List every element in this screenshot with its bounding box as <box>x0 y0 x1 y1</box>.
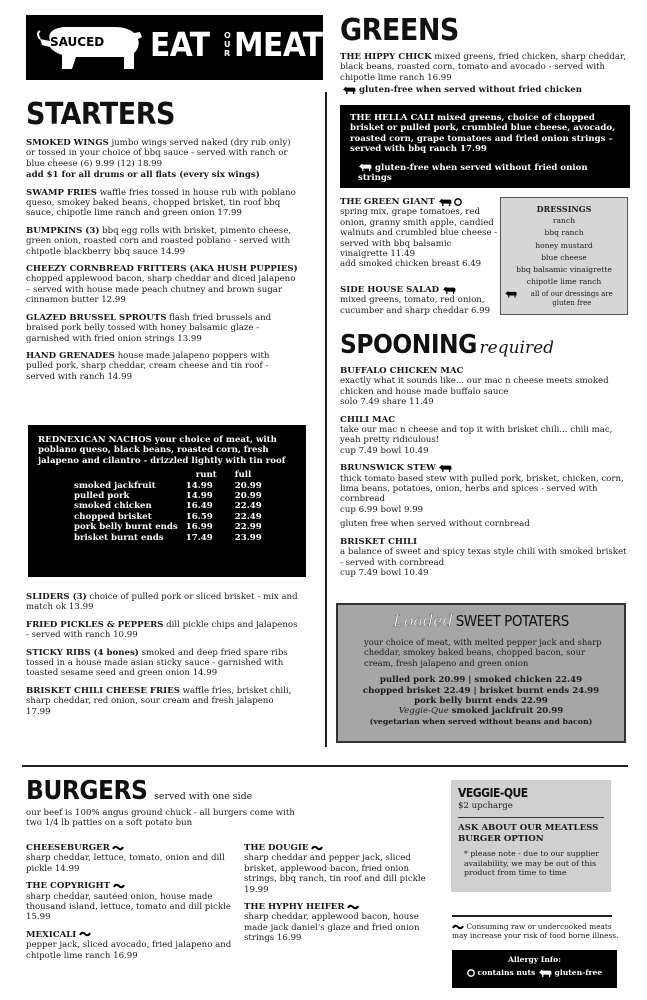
nachos-name: REDNEXICAN NACHOS <box>38 435 152 445</box>
list-item: THE DOUGIE sharp cheddar and pepper jack, sliced brisket, applewood bacon, fried onion strings, bbq ranch, tin roof and dill pickle 19.99 <box>244 843 426 895</box>
table-row: pulled pork 14.99 20.99 <box>74 491 262 502</box>
greens-title: GREENS <box>340 13 459 48</box>
starters-title: STARTERS <box>26 97 175 132</box>
undercooked-icon <box>452 924 464 930</box>
table-row: pork belly burnt ends 16.99 22.99 <box>74 522 262 533</box>
undercooked-icon <box>347 904 359 910</box>
section-divider <box>22 765 628 767</box>
undercooked-icon <box>79 931 91 937</box>
table-row: brisket burnt ends 17.49 23.99 <box>74 532 262 543</box>
table-row: smoked chicken 16.49 22.49 <box>74 501 262 512</box>
greens-side: SIDE HOUSE SALAD mixed greens, tomato, red onion, cucumber and sharp cheddar 6.99 <box>340 285 491 316</box>
list-item: HAND GRENADES house made jalapeno poppers with pulled pork, sharp cheddar, cream cheese and tin roof - served with ranch 14.99 <box>26 350 270 382</box>
brand-eat: EAT <box>150 25 210 64</box>
list-item: BUMPKINS (3) bbq egg rolls with brisket, pimento cheese, green onion, roasted corn and roasted poblano - served with chipotle blackberry bbq sauce 14.99 <box>26 225 292 257</box>
list-item: SLIDERS (3) choice of pulled pork or sliced brisket - mix and match ok 13.99 <box>26 592 298 613</box>
gluten-free-icon <box>358 163 372 171</box>
list-item: BUFFALO CHICKEN MAC exactly what it sounds like... our mac n cheese meets smoked chicken and house made buffalo sauce solo 7.49 share 11.49 <box>340 366 609 408</box>
spooning-list <box>340 366 630 585</box>
notice-divider <box>452 915 612 917</box>
gluten-free-icon <box>438 198 452 206</box>
undercooked-icon <box>112 845 124 851</box>
logo-banner <box>26 15 323 80</box>
gluten-free-icon <box>442 286 456 294</box>
gluten-free-icon <box>505 290 517 298</box>
greens-hippy: THE HIPPY CHICK mixed greens, fried chicken, sharp cheddar, black beans, roasted corn, tomato and avocado - served with chipotle lime ranch 16.99 gluten-free when served without fried chicken <box>340 52 626 96</box>
list-item: STICKY RIBS (4 bones) smoked and deep fried spare ribs tossed in a house made asian sticky sauce - garnished with toasted sesame seed and green onion 14.99 <box>26 647 288 679</box>
brand-meat: MEAT <box>234 25 323 64</box>
dressings-box: DRESSINGS ranch bbq ranch honey mustard blue cheese bbq balsamic vinaigrette chipotle lime ranch all of our dressings are gluten free <box>500 197 628 315</box>
list-item: BRISKET CHILI a balance of sweet and spicy texas style chili with smoked brisket - served with cornbread cup 7.49 bowl 10.49 <box>340 536 627 578</box>
gluten-free-icon <box>438 464 452 472</box>
gluten-free-icon <box>342 86 356 94</box>
nachos-box <box>28 425 306 577</box>
brand-sauced: SAUCED <box>50 35 105 49</box>
list-item: CHEEZY CORNBREAD FRITTERS (AKA HUSH PUPPIES) chopped applewood bacon, sharp cheddar and diced jalapeno – served with house made peach chutney and brown sugar cinnamon butter 12.99 <box>26 264 298 306</box>
list-item: FRIED PICKLES & PEPPERS dill pickle chips and jalapenos - served with ranch 10.99 <box>26 619 298 641</box>
undercooked-icon <box>311 845 323 851</box>
list-item: GLAZED BRUSSEL SPROUTS flash fried brussels and braised pork belly tossed with honey balsamic glaze - garnished with fried onion strings 13.99 <box>26 312 272 344</box>
nachos-price-table: runt full smoked jackfruit 14.99 20.99 pulled pork 14.99 20.99 smoked chicken 16.49 22.49 chopped brisket 16.59 22.49 pork belly burnt ends 16.99 22.99 brisket burnt ends 17.49 23.99 <box>70 470 266 543</box>
column-divider <box>325 92 327 747</box>
list-item: BRUNSWICK STEW thick tomato based stew with pulled pork, brisket, chicken, corn, lima beans, potatoes, onion, herbs and spices - served with cornbread cup 6.99 bowl 9.99 gluten free when served without cornbread <box>340 463 624 530</box>
burgers-intro: our beef is 100% angus ground chuck - all burgers come with two 1/4 lb patties on a soft potato bun <box>26 808 295 829</box>
spooning-title: SPOONING required <box>340 330 555 360</box>
list-item: BRISKET CHILI CHEESE FRIES waffle fries, brisket chili, sharp cheddar, red onion, sour cream and fresh jalapeno 17.99 <box>26 685 292 717</box>
nut-icon <box>454 198 462 206</box>
list-item: SMOKED WINGS jumbo wings served naked (dry rub only) or tossed in your choice of bbq sauce - served with ranch or blue cheese (6) 9.99 (12) 18.99 add $1 for all drums or all flats (every six wings) <box>26 138 291 181</box>
allergy-box: Allergy Info: contains nuts gluten-free <box>452 950 617 988</box>
burgers-title: BURGERS served with one side <box>26 776 253 806</box>
list-item: THE COPYRIGHT sharp cheddar, sautéed onion, house made thousand island, lettuce, tomato and dill pickle 15.99 <box>26 881 231 923</box>
potaters-title: Loaded SWEET POTATERS <box>393 611 569 630</box>
veggieque-box: VEGGIE-QUE $2 upcharge ASK ABOUT OUR MEATLESS BURGER OPTION * please note - due to our supplier availability, we may be out of this product from time to time <box>451 780 611 892</box>
list-item: THE HYPHY HEIFER sharp cheddar, applewood bacon, house made jack daniel's glaze and fried onion strings 16.99 <box>244 902 420 944</box>
table-row: smoked jackfruit 14.99 20.99 <box>74 480 262 491</box>
burgers-left <box>26 843 236 968</box>
nut-icon <box>467 969 475 977</box>
list-item: CHILI MAC take our mac n cheese and top it with brisket chili... chili mac, yeah pretty ridiculous! cup 7.49 bowl 10.49 <box>340 414 613 456</box>
list-item: CHEESEBURGER sharp cheddar, lettuce, tomato, onion and dill pickle 14.99 <box>26 843 225 874</box>
list-item: SWAMP FRIES waffle fries tossed in house rub with poblano queso, smokey baked beans, chopped brisket, tin roof bbq sauce, chipotle lime ranch and green onion 17.99 <box>26 187 296 219</box>
greens-hella-box: THE HELLA CALI mixed greens, choice of chopped brisket or pulled pork, crumbled blue cheese, avocado, roasted corn, grape tomatoes and fried onion strings – served with bbq ranch 17.99 gluten-free when served without fried onion strings <box>340 105 630 188</box>
undercooked-icon <box>113 883 125 889</box>
greens-giant: THE GREEN GIANT spring mix, grape tomatoes, red onion, granny smith apple, candied walnuts and crumbled blue cheese - served with bbq balsamic vinaigrette 11.49 add smoked chicken breast 6.49 <box>340 197 498 270</box>
starters-list <box>26 138 298 389</box>
gluten-free-icon <box>538 969 552 977</box>
brand-our: OUR <box>224 31 231 58</box>
list-item: MEXICALI pepper jack, sliced avocado, fried jalapeno and chipotle lime ranch 16.99 <box>26 929 232 961</box>
nachos-desc: your choice of meat, with poblano queso, black beans, roasted corn, fresh jalapeno and cilantro - drizzled lightly with tin roof <box>38 435 286 466</box>
starters-list-2 <box>26 592 298 724</box>
table-row: chopped brisket 16.59 22.49 <box>74 511 262 522</box>
potaters-box: Loaded SWEET POTATERS your choice of meat, with melted pepper jack and sharp cheddar, smokey baked beans, chopped bacon, sour cream, fresh jalapeno and green onion pulled pork 20.99 | smoked chicken 22.49 chopped brisket 22.49 | brisket burnt ends 24.99 pork belly burnt ends 22.99 Veggie-Que smoked jackfruit 20.99 (vegetarian when served without beans and bacon) <box>336 603 626 743</box>
burgers-right <box>244 843 434 951</box>
consume-notice: Consuming raw or undercooked meats may increase your risk of food borne illness. <box>452 922 619 940</box>
